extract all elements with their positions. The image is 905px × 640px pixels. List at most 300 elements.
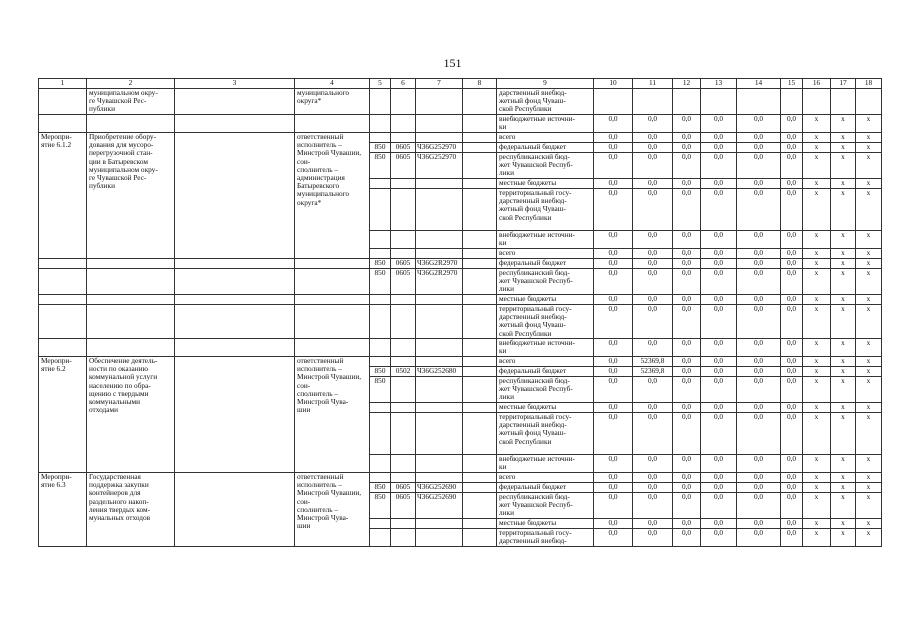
- table-cell: всего: [497, 133, 594, 143]
- table-cell: Ч36G2R2970: [416, 269, 463, 295]
- table-cell: 0,0: [737, 143, 781, 153]
- table-cell: Ч36G252680: [416, 367, 463, 377]
- table-cell: 0,0: [781, 339, 803, 357]
- table-cell: [39, 115, 87, 133]
- table-cell: [295, 305, 370, 339]
- table-cell: [463, 249, 497, 259]
- table-cell: x: [803, 179, 831, 189]
- table-cell: [87, 339, 175, 357]
- table-cell: 0,0: [737, 231, 781, 249]
- column-header: 6: [391, 79, 416, 89]
- table-cell: [87, 305, 175, 339]
- table-cell: [463, 143, 497, 153]
- table-cell: [463, 529, 497, 547]
- column-header: 12: [673, 79, 701, 89]
- table-cell: [416, 339, 463, 357]
- table-cell: [803, 89, 831, 115]
- table-cell: 0,0: [594, 339, 633, 357]
- table-cell: 0,0: [737, 529, 781, 547]
- table-cell: 0,0: [673, 357, 701, 367]
- column-header: 11: [633, 79, 673, 89]
- table-cell: x: [831, 269, 856, 295]
- table-cell: территориальный госу- дарственный внебюд- жетный фонд Чуваш- ской Республики: [497, 413, 594, 455]
- table-cell: [370, 339, 391, 357]
- table-cell: [391, 339, 416, 357]
- table-cell: [391, 519, 416, 529]
- table-cell: 0,0: [781, 377, 803, 403]
- table-cell: 850: [370, 483, 391, 493]
- table-cell: 0605: [391, 483, 416, 493]
- table-cell: 0,0: [673, 493, 701, 519]
- table-cell: всего: [497, 249, 594, 259]
- table-cell: 850: [370, 153, 391, 179]
- table-cell: [87, 259, 175, 269]
- table-cell: [416, 519, 463, 529]
- table-cell: 0,0: [633, 143, 673, 153]
- table-cell: 0,0: [633, 339, 673, 357]
- table-cell: 0605: [391, 269, 416, 295]
- table-cell: x: [803, 295, 831, 305]
- table-cell: 0,0: [737, 367, 781, 377]
- table-cell: [831, 89, 856, 115]
- table-cell: x: [831, 339, 856, 357]
- table-cell: [463, 413, 497, 455]
- table-cell: x: [831, 455, 856, 473]
- table-cell: внебюджетные источни- ки: [497, 339, 594, 357]
- table-cell: [463, 377, 497, 403]
- table-cell: x: [856, 519, 882, 529]
- table-cell: 0,0: [594, 367, 633, 377]
- table-cell: 0,0: [594, 179, 633, 189]
- table-cell: 0,0: [737, 259, 781, 269]
- column-header: 18: [856, 79, 882, 89]
- table-cell: x: [803, 483, 831, 493]
- table-cell: 0,0: [673, 269, 701, 295]
- table-cell: x: [856, 231, 882, 249]
- table-cell: [416, 89, 463, 115]
- table-cell: [463, 455, 497, 473]
- table-cell: [391, 403, 416, 413]
- table-cell: x: [856, 413, 882, 455]
- column-header: 9: [497, 79, 594, 89]
- table-cell: [87, 269, 175, 295]
- table-cell: 0,0: [737, 455, 781, 473]
- table-cell: [416, 413, 463, 455]
- column-header: 5: [370, 79, 391, 89]
- table-cell: [39, 259, 87, 269]
- table-cell: [175, 133, 295, 259]
- budget-table: [38, 78, 882, 547]
- column-header: 16: [803, 79, 831, 89]
- column-header: 7: [416, 79, 463, 89]
- table-cell: 0,0: [701, 519, 737, 529]
- table-cell: [370, 249, 391, 259]
- table-cell: местные бюджеты: [497, 295, 594, 305]
- table-cell: 0,0: [594, 529, 633, 547]
- table-cell: x: [803, 115, 831, 133]
- page-number: 151: [443, 56, 462, 70]
- table-cell: 0,0: [594, 259, 633, 269]
- table-cell: [391, 413, 416, 455]
- table-cell: [370, 473, 391, 483]
- table-cell: [463, 367, 497, 377]
- table-cell: [391, 529, 416, 547]
- table-cell: 0,0: [633, 413, 673, 455]
- table-cell: x: [803, 339, 831, 357]
- table-cell: 0,0: [594, 403, 633, 413]
- table-cell: [737, 89, 781, 115]
- table-cell: 0,0: [633, 377, 673, 403]
- table-cell: [463, 115, 497, 133]
- table-cell: Ч36G252690: [416, 483, 463, 493]
- table-cell: [463, 357, 497, 367]
- table-cell: 0,0: [594, 305, 633, 339]
- table-cell: 0,0: [701, 269, 737, 295]
- table-cell: [391, 231, 416, 249]
- table-cell: 0,0: [594, 483, 633, 493]
- table-cell: 0,0: [701, 189, 737, 231]
- table-cell: Приобретение обору- дования для мусоро- перегрузочной стан- ции в Батыревском муниципальном окру- ге Чувашской Рес- публики: [87, 133, 175, 259]
- table-cell: x: [803, 519, 831, 529]
- table-cell: 0,0: [633, 115, 673, 133]
- table-cell: 0,0: [781, 413, 803, 455]
- table-cell: [391, 473, 416, 483]
- table-cell: [416, 133, 463, 143]
- table-cell: [463, 483, 497, 493]
- table-cell: дарственный внебюд- жетный фонд Чуваш- ской Республики: [497, 89, 594, 115]
- table-cell: 0,0: [633, 269, 673, 295]
- table-cell: 0,0: [633, 249, 673, 259]
- table-cell: 0,0: [781, 305, 803, 339]
- table-cell: 0,0: [633, 493, 673, 519]
- table-cell: 0,0: [594, 519, 633, 529]
- table-cell: 0,0: [781, 473, 803, 483]
- table-cell: федеральный бюджет: [497, 367, 594, 377]
- table-cell: 0,0: [594, 269, 633, 295]
- table-cell: x: [803, 259, 831, 269]
- table-cell: 0605: [391, 153, 416, 179]
- table-cell: 0605: [391, 493, 416, 519]
- table-cell: [39, 305, 87, 339]
- table-cell: x: [856, 143, 882, 153]
- table-cell: [370, 115, 391, 133]
- table-cell: 52369,8: [633, 367, 673, 377]
- table-cell: [295, 115, 370, 133]
- table-cell: 0,0: [781, 367, 803, 377]
- table-cell: 0,0: [701, 249, 737, 259]
- table-cell: 0,0: [701, 367, 737, 377]
- table-cell: x: [856, 377, 882, 403]
- table-cell: 0,0: [781, 231, 803, 249]
- table-cell: [416, 455, 463, 473]
- table-cell: 0,0: [594, 231, 633, 249]
- table-cell: 0,0: [594, 455, 633, 473]
- table-cell: 0,0: [701, 143, 737, 153]
- table-cell: 0,0: [594, 357, 633, 367]
- table-cell: 0,0: [633, 231, 673, 249]
- table-cell: 0,0: [701, 357, 737, 367]
- table-cell: x: [831, 529, 856, 547]
- table-cell: 0,0: [594, 143, 633, 153]
- table-cell: республиканский бюд- жет Чувашской Респуб- лики: [497, 153, 594, 179]
- table-cell: x: [803, 367, 831, 377]
- table-cell: 0,0: [673, 483, 701, 493]
- table-cell: территориальный госу- дарственный внебюд- жетный фонд Чуваш- ской Республики: [497, 305, 594, 339]
- table-cell: 0,0: [633, 305, 673, 339]
- table-cell: Меропри- ятие 6.3: [39, 473, 87, 547]
- table-cell: [370, 231, 391, 249]
- table-cell: x: [831, 357, 856, 367]
- table-cell: 0,0: [701, 529, 737, 547]
- table-cell: 850: [370, 259, 391, 269]
- table-cell: 0,0: [781, 259, 803, 269]
- table-cell: x: [803, 473, 831, 483]
- table-cell: x: [803, 133, 831, 143]
- table-cell: x: [803, 377, 831, 403]
- table-cell: 0,0: [781, 483, 803, 493]
- table-cell: x: [803, 493, 831, 519]
- table-cell: 0,0: [701, 377, 737, 403]
- table-cell: 0,0: [594, 295, 633, 305]
- table-cell: местные бюджеты: [497, 179, 594, 189]
- table-cell: 0,0: [781, 357, 803, 367]
- table-cell: [370, 189, 391, 231]
- table-cell: x: [831, 143, 856, 153]
- table-cell: x: [831, 403, 856, 413]
- table-cell: x: [803, 153, 831, 179]
- table-cell: [175, 89, 295, 115]
- table-cell: [463, 269, 497, 295]
- table-cell: x: [831, 153, 856, 179]
- column-header: 15: [781, 79, 803, 89]
- table-cell: x: [856, 493, 882, 519]
- table-cell: [463, 295, 497, 305]
- table-cell: x: [831, 519, 856, 529]
- table-cell: 0,0: [701, 179, 737, 189]
- table-cell: [416, 377, 463, 403]
- table-cell: внебюджетные источни- ки: [497, 115, 594, 133]
- table-cell: 0,0: [781, 189, 803, 231]
- table-cell: муниципальном окру- ге Чувашской Рес- публики: [87, 89, 175, 115]
- table-cell: [463, 153, 497, 179]
- table-cell: [856, 89, 882, 115]
- table-row: [39, 473, 882, 483]
- table-cell: территориальный госу- дарственный внебюд-: [497, 529, 594, 547]
- table-cell: x: [803, 455, 831, 473]
- table-cell: территориальный госу- дарственный внебюд- жетный фонд Чуваш- ской Республики: [497, 189, 594, 231]
- table-cell: 0,0: [701, 115, 737, 133]
- table-cell: местные бюджеты: [497, 519, 594, 529]
- table-cell: 0,0: [737, 295, 781, 305]
- table-cell: [701, 89, 737, 115]
- table-cell: [673, 89, 701, 115]
- table-cell: x: [831, 189, 856, 231]
- table-cell: 0,0: [737, 133, 781, 143]
- table-cell: x: [803, 231, 831, 249]
- table-cell: 0,0: [781, 115, 803, 133]
- table-cell: [463, 339, 497, 357]
- table-cell: x: [856, 295, 882, 305]
- table-cell: 0,0: [633, 483, 673, 493]
- table-cell: 0,0: [701, 133, 737, 143]
- table-cell: [391, 377, 416, 403]
- table-cell: 0,0: [633, 133, 673, 143]
- table-cell: [39, 339, 87, 357]
- table-row: [39, 133, 882, 143]
- table-cell: [391, 133, 416, 143]
- table-cell: x: [831, 377, 856, 403]
- table-cell: 0,0: [673, 133, 701, 143]
- table-cell: [370, 455, 391, 473]
- table-cell: 0,0: [673, 519, 701, 529]
- table-cell: x: [803, 403, 831, 413]
- table-cell: [416, 295, 463, 305]
- table-cell: 0,0: [673, 295, 701, 305]
- table-cell: [463, 403, 497, 413]
- table-cell: 0,0: [673, 473, 701, 483]
- table-cell: [633, 89, 673, 115]
- table-cell: 0,0: [633, 529, 673, 547]
- table-cell: [87, 115, 175, 133]
- table-cell: 0,0: [737, 339, 781, 357]
- table-cell: 850: [370, 367, 391, 377]
- table-cell: 0,0: [594, 153, 633, 179]
- table-cell: 0,0: [594, 249, 633, 259]
- table-cell: 0,0: [673, 403, 701, 413]
- table-cell: 0,0: [781, 493, 803, 519]
- table-cell: [295, 259, 370, 269]
- table-cell: 0,0: [781, 143, 803, 153]
- table-cell: [416, 249, 463, 259]
- table-row: [39, 89, 882, 115]
- table-cell: 0605: [391, 143, 416, 153]
- table-cell: 850: [370, 377, 391, 403]
- table-cell: 0,0: [737, 413, 781, 455]
- table-cell: [391, 179, 416, 189]
- table-cell: 0,0: [594, 377, 633, 403]
- table-cell: x: [831, 259, 856, 269]
- table-cell: [391, 115, 416, 133]
- table-cell: 0,0: [633, 519, 673, 529]
- table-cell: x: [856, 473, 882, 483]
- table-cell: 0,0: [737, 269, 781, 295]
- table-cell: 0,0: [594, 473, 633, 483]
- table-cell: 0,0: [673, 413, 701, 455]
- table-cell: [39, 89, 87, 115]
- table-row: [39, 295, 882, 305]
- table-cell: 0,0: [737, 179, 781, 189]
- table-cell: [781, 89, 803, 115]
- table-cell: x: [856, 305, 882, 339]
- table-cell: местные бюджеты: [497, 403, 594, 413]
- table-cell: [391, 305, 416, 339]
- table-cell: x: [803, 189, 831, 231]
- table-cell: x: [856, 455, 882, 473]
- table-cell: [391, 295, 416, 305]
- table-cell: Меропри- ятие 6.2: [39, 357, 87, 473]
- table-cell: x: [831, 483, 856, 493]
- table-cell: 850: [370, 269, 391, 295]
- table-cell: [370, 295, 391, 305]
- table-cell: внебюджетные источни- ки: [497, 231, 594, 249]
- table-cell: 0,0: [673, 189, 701, 231]
- table-cell: республиканский бюд- жет Чувашской Респуб- лики: [497, 493, 594, 519]
- column-header: 13: [701, 79, 737, 89]
- table-cell: x: [856, 339, 882, 357]
- table-cell: [175, 305, 295, 339]
- table-cell: 0,0: [594, 133, 633, 143]
- table-row: [39, 269, 882, 295]
- table-cell: [416, 115, 463, 133]
- table-cell: x: [831, 179, 856, 189]
- table-cell: [416, 231, 463, 249]
- table-cell: 0,0: [737, 153, 781, 179]
- table-cell: 0,0: [737, 483, 781, 493]
- table-cell: [295, 295, 370, 305]
- table-cell: внебюджетные источни- ки: [497, 455, 594, 473]
- table-cell: 52369,8: [633, 357, 673, 367]
- table-cell: 0,0: [737, 305, 781, 339]
- table-cell: 0,0: [633, 455, 673, 473]
- table-cell: x: [803, 413, 831, 455]
- table-cell: 0,0: [701, 483, 737, 493]
- table-cell: x: [803, 269, 831, 295]
- table-cell: Ч36G252970: [416, 153, 463, 179]
- table-cell: муниципального округа*: [295, 89, 370, 115]
- table-cell: [416, 473, 463, 483]
- table-cell: 0,0: [673, 367, 701, 377]
- table-cell: [463, 305, 497, 339]
- table-cell: 0,0: [737, 473, 781, 483]
- column-header: 8: [463, 79, 497, 89]
- table-cell: [87, 295, 175, 305]
- table-cell: [463, 493, 497, 519]
- table-cell: Меропри- ятие 6.1.2: [39, 133, 87, 259]
- table-cell: 0,0: [737, 249, 781, 259]
- table-cell: [370, 357, 391, 367]
- table-cell: 0,0: [673, 143, 701, 153]
- table-cell: [594, 89, 633, 115]
- table-cell: [391, 89, 416, 115]
- table-cell: 0,0: [701, 413, 737, 455]
- column-header: 1: [39, 79, 87, 89]
- table-cell: [295, 339, 370, 357]
- table-cell: 0,0: [633, 259, 673, 269]
- table-row: [39, 339, 882, 357]
- table-cell: [416, 529, 463, 547]
- table-cell: x: [831, 413, 856, 455]
- table-cell: [463, 133, 497, 143]
- table-cell: [370, 529, 391, 547]
- table-cell: [463, 89, 497, 115]
- table-cell: 0,0: [737, 519, 781, 529]
- table-cell: [391, 189, 416, 231]
- table-cell: ответственный исполнитель – Минстрой Чувашии, сои- сполнитель – Минстрой Чува- шии: [295, 357, 370, 473]
- table-cell: 0,0: [781, 249, 803, 259]
- table-cell: x: [856, 115, 882, 133]
- table-cell: 0,0: [633, 403, 673, 413]
- table-cell: 0,0: [701, 493, 737, 519]
- table-cell: x: [831, 295, 856, 305]
- table-cell: Ч36G252970: [416, 143, 463, 153]
- table-cell: x: [856, 179, 882, 189]
- table-cell: x: [856, 483, 882, 493]
- table-cell: 0,0: [594, 493, 633, 519]
- table-cell: [463, 259, 497, 269]
- table-cell: [416, 305, 463, 339]
- table-cell: 0,0: [594, 413, 633, 455]
- table-cell: [463, 473, 497, 483]
